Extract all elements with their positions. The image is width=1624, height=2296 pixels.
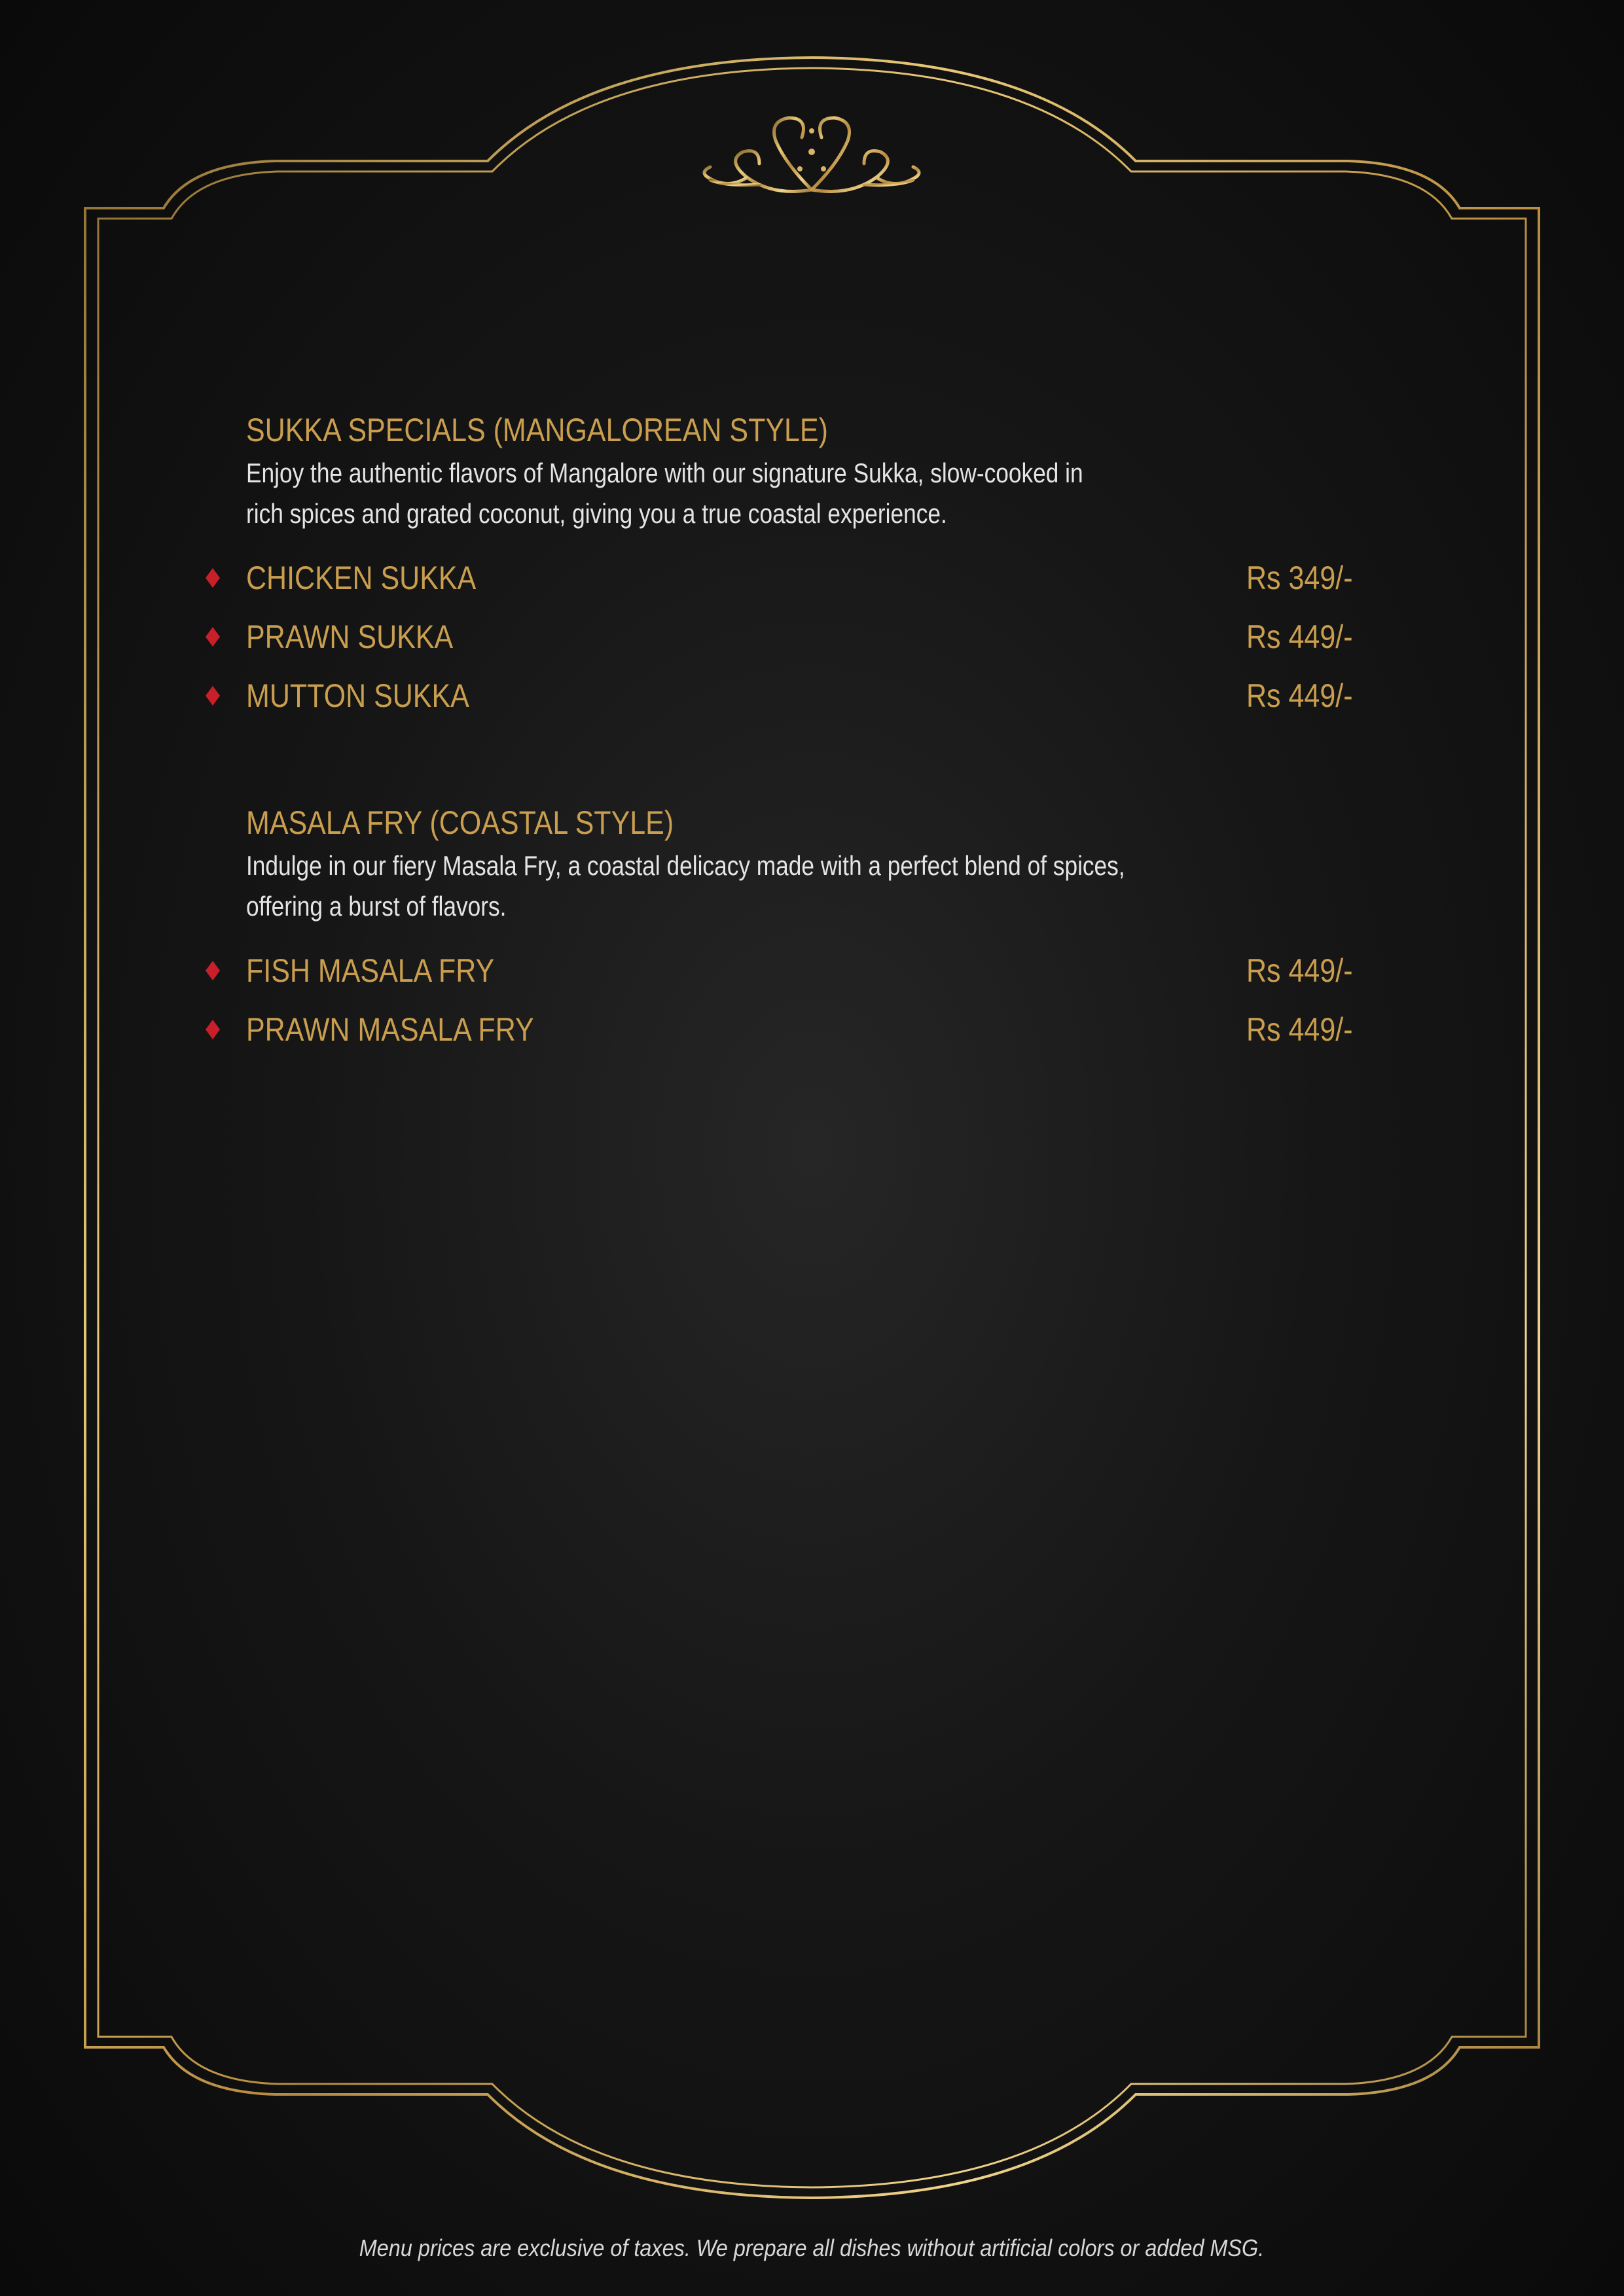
diamond-icon	[206, 686, 220, 706]
item-name: PRAWN MASALA FRY	[246, 1011, 534, 1048]
menu-item	[246, 666, 1372, 725]
menu-item	[246, 607, 1372, 666]
menu-items-list	[246, 548, 1372, 725]
diamond-icon	[206, 961, 220, 980]
section-sukka-specials	[246, 410, 1372, 725]
footer-text: Menu prices are exclusive of taxes. We prepare all dishes without artificial colors or added MSG.	[359, 2234, 1265, 2261]
item-price: Rs 349/-	[1246, 560, 1353, 596]
description-line: rich spices and grated coconut, giving you a true coastal experience.	[246, 498, 947, 529]
item-name: PRAWN SUKKA	[246, 619, 454, 655]
description-line: Enjoy the authentic flavors of Mangalore with our signature Sukka, slow-cooked in	[246, 457, 1083, 488]
item-price: Rs 449/-	[1246, 952, 1353, 989]
section-masala-fry	[246, 802, 1372, 1059]
section-description	[246, 846, 1280, 927]
flourish-ornament-icon	[704, 118, 919, 192]
description-line: offering a burst of flavors.	[246, 891, 507, 922]
footer-note	[0, 2229, 1624, 2268]
item-price: Rs 449/-	[1246, 619, 1353, 655]
diamond-icon	[206, 568, 220, 588]
item-name: CHICKEN SUKKA	[246, 560, 477, 596]
diamond-icon	[206, 627, 220, 647]
item-price: Rs 449/-	[1246, 677, 1353, 714]
section-title: MASALA FRY (COASTAL STYLE)	[246, 804, 674, 841]
menu-items-list	[246, 941, 1372, 1059]
diamond-icon	[206, 1020, 220, 1039]
menu-item	[246, 1000, 1372, 1059]
section-title: SUKKA SPECIALS (MANGALOREAN STYLE)	[246, 412, 828, 448]
item-name: FISH MASALA FRY	[246, 952, 495, 989]
menu-item	[246, 548, 1372, 607]
description-line: Indulge in our fiery Masala Fry, a coastal delicacy made with a perfect blend of spices,	[246, 850, 1125, 881]
menu-item	[246, 941, 1372, 1000]
section-description	[246, 453, 1280, 534]
item-price: Rs 449/-	[1246, 1011, 1353, 1048]
item-name: MUTTON SUKKA	[246, 677, 469, 714]
